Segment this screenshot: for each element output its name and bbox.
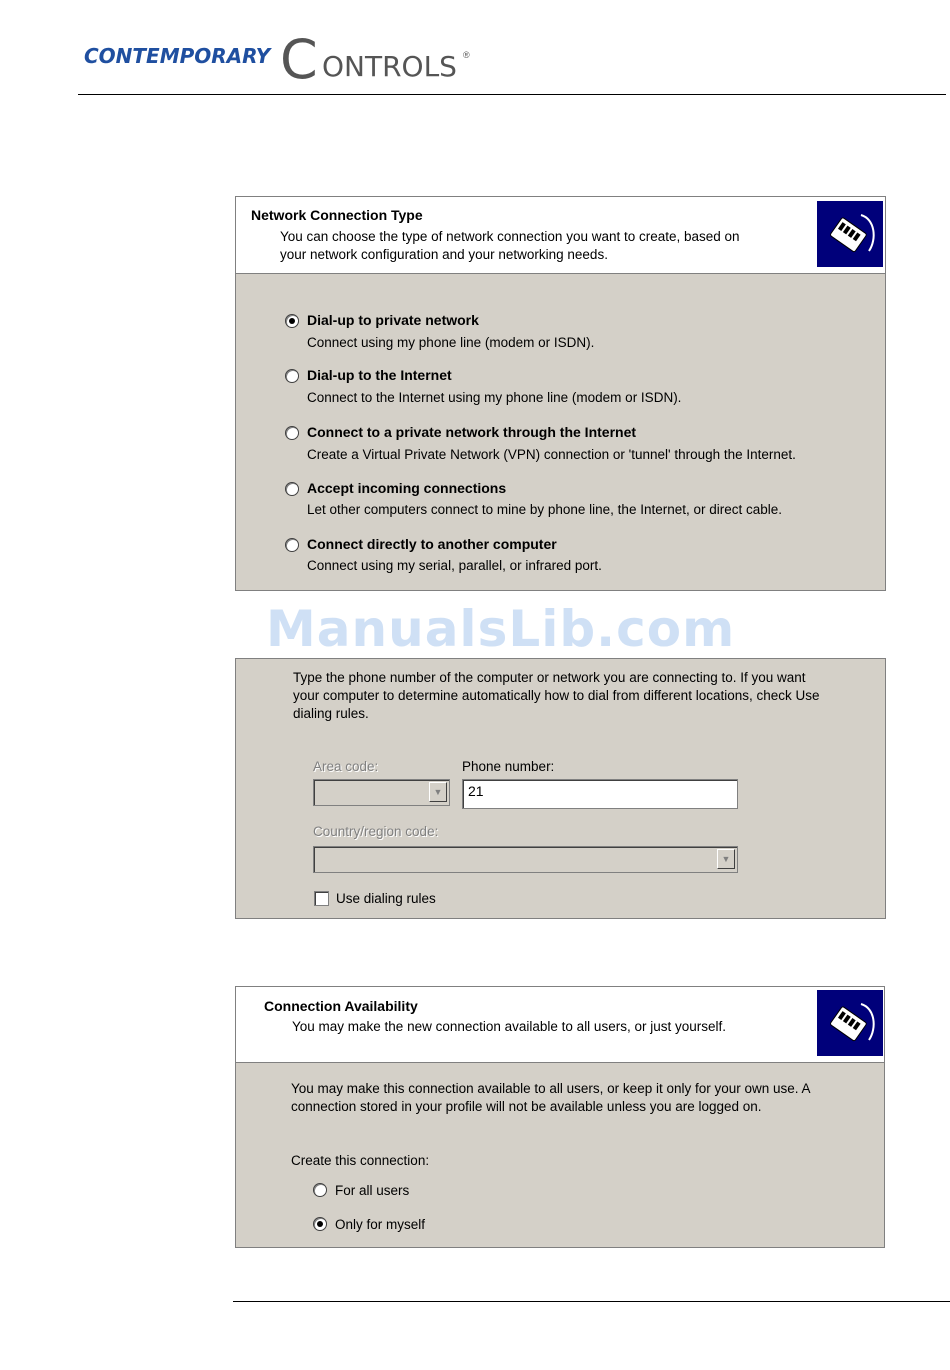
option-dialup-private-label[interactable]: Dial-up to private network xyxy=(307,312,479,328)
radio-vpn[interactable] xyxy=(285,426,299,440)
intro-line3: dialing rules. xyxy=(293,706,369,721)
radio-dialup-internet[interactable] xyxy=(285,369,299,383)
phone-number-input[interactable]: 21 xyxy=(462,779,738,809)
area-code-label: Area code: xyxy=(313,759,379,774)
logo-controls-c: C xyxy=(280,28,318,91)
option-vpn-desc: Create a Virtual Private Network (VPN) connection or 'tunnel' through the Internet. xyxy=(307,447,796,462)
watermark: ManualsLib.com xyxy=(266,600,736,658)
use-dialing-rules-checkbox[interactable] xyxy=(314,891,329,906)
body-line1: You may make this connection available to all users, or keep it only for your own use. A xyxy=(291,1081,811,1096)
chevron-down-icon[interactable]: ▼ xyxy=(717,849,735,869)
dialog-subtitle-line2: your network configuration and your networking needs. xyxy=(280,247,608,262)
chevron-down-icon[interactable]: ▼ xyxy=(429,782,447,802)
phone-number-label: Phone number: xyxy=(462,759,555,774)
radio-dialup-private[interactable] xyxy=(285,314,299,328)
network-connection-type-dialog xyxy=(235,196,886,591)
connection-availability-dialog xyxy=(235,986,885,1248)
dialog-title: Connection Availability xyxy=(264,998,418,1014)
radio-for-all-users[interactable] xyxy=(313,1183,327,1197)
network-plug-icon xyxy=(817,990,883,1056)
country-region-label: Country/region code: xyxy=(313,824,439,839)
footer-rule xyxy=(233,1301,950,1302)
network-plug-icon xyxy=(817,201,883,267)
option-dialup-private-desc: Connect using my phone line (modem or ISDN). xyxy=(307,335,595,350)
create-connection-label: Create this connection: xyxy=(291,1153,430,1168)
option-accept-incoming-desc: Let other computers connect to mine by phone line, the Internet, or direct cable. xyxy=(307,502,783,517)
dialog-header xyxy=(236,197,885,274)
dialog-title: Network Connection Type xyxy=(251,207,423,223)
radio-only-for-myself[interactable] xyxy=(313,1217,327,1231)
option-connect-directly-label[interactable]: Connect directly to another computer xyxy=(307,536,557,552)
intro-line2: your computer to determine automatically how to dial from different locations, check Use xyxy=(293,688,820,703)
dialog-subtitle-line1: You can choose the type of network connection you want to create, based on xyxy=(280,229,740,244)
intro-line1: Type the phone number of the computer or network you are connecting to. If you want xyxy=(293,670,806,685)
phone-number-dialog xyxy=(235,658,886,919)
option-connect-directly-desc: Connect using my serial, parallel, or infrared port. xyxy=(307,558,602,573)
header-rule xyxy=(78,94,946,95)
option-vpn-label[interactable]: Connect to a private network through the Internet xyxy=(307,424,637,440)
option-dialup-internet-desc: Connect to the Internet using my phone line (modem or ISDN). xyxy=(307,390,682,405)
area-code-combo[interactable] xyxy=(313,779,450,806)
country-region-combo[interactable] xyxy=(313,846,738,873)
option-accept-incoming-label[interactable]: Accept incoming connections xyxy=(307,480,507,496)
logo-contemporary: CONTEMPORARY xyxy=(84,44,271,68)
option-dialup-internet-label[interactable]: Dial-up to the Internet xyxy=(307,367,452,383)
use-dialing-rules-label[interactable]: Use dialing rules xyxy=(336,891,436,906)
body-line2: connection stored in your profile will not be available unless you are logged on. xyxy=(291,1099,762,1114)
logo-controls: ONTROLS xyxy=(322,50,457,83)
radio-connect-directly[interactable] xyxy=(285,538,299,552)
for-all-users-label[interactable]: For all users xyxy=(335,1183,410,1198)
dialog-header xyxy=(236,987,884,1063)
logo-registered-mark: ® xyxy=(463,50,470,60)
dialog-subtitle: You may make the new connection available to all users, or just yourself. xyxy=(292,1019,726,1034)
only-for-myself-label[interactable]: Only for myself xyxy=(335,1217,426,1232)
radio-accept-incoming[interactable] xyxy=(285,482,299,496)
